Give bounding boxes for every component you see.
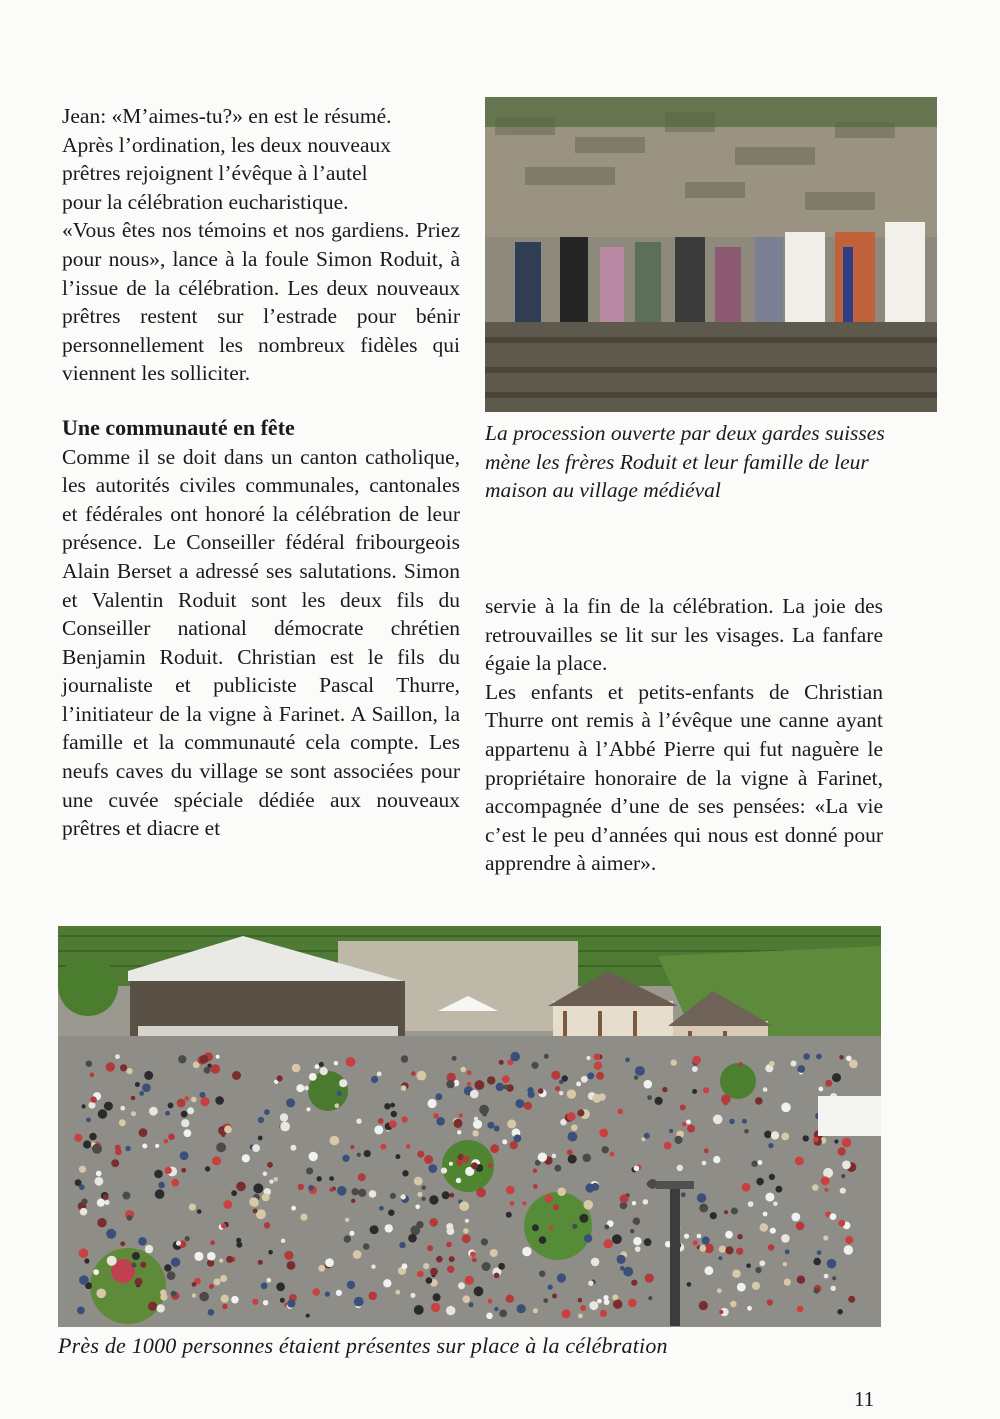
page-number: 11 <box>854 1387 875 1411</box>
text-line: Jean: «M’aimes-tu?» en est le résumé. <box>62 104 392 128</box>
paragraph-abbe-pierre: Les enfants et petits-enfants de Christian Thurre ont remis à l’évêque une canne ayant appartenu à l’Abbé Pierre qui fut naguère le propriétaire honoraire de la vigne à Farinet, accompagnée d’une de ses pensées: «La vie c’est le peu d’années qui nous est donné pour apprendre à aimer». <box>485 679 883 876</box>
crowd-caption: Près de 1000 personnes étaient présentes sur place à la célébration <box>58 1333 668 1358</box>
left-column <box>62 102 460 843</box>
text-line: prêtres rejoignent l’évêque à l’autel <box>62 161 368 186</box>
right-column <box>485 592 883 878</box>
procession-caption: La procession ouverte par deux gardes suisses mène les frères Roduit et leur famille de leur maison au village médiéval <box>485 421 885 503</box>
text-line: Après l’ordination, les deux nouveaux <box>62 132 391 157</box>
text-line: pour la célébration eucharistique. <box>62 189 349 214</box>
paragraph-ordination <box>62 102 460 216</box>
crowd-photo <box>58 926 881 1327</box>
section-heading: Une communauté en fête <box>62 414 295 440</box>
paragraph-witnesses: «Vous êtes nos témoins et nos gardiens. Priez pour nous», lance à la foule Simon Roduit, à l’issue de la célébration. Les deux nouveaux prêtres restent sur l’estrade pour bénir personnellement les nombreux fidèles qui viennent les solliciter. <box>62 218 460 386</box>
procession-photo <box>485 97 937 412</box>
paragraph-celebration: servie à la fin de la célébration. La joie des retrouvailles se lit sur les visages. La fanfare égaie la place. <box>485 594 883 676</box>
paragraph-community: Comme il se doit dans un canton catholique, les autorités civiles communales, cantonales et fédérales ont honoré la célébration de leur présence. Le Conseiller fédéral fribourgeois Alain Berset a adressé ses salutations. Simon et Valentin Roduit sont les deux fils du Conseiller national démocrate chrétien Benjamin Roduit. Christian est le fils du journaliste et publiciste Pascal Thurre, l’initiateur de la vigne à Farinet. A Saillon, la famille et la communauté cela compte. Les neufs caves du village se sont associées pour une cuvée spéciale dédiée aux nouveaux prêtres et diacre et <box>62 444 460 841</box>
